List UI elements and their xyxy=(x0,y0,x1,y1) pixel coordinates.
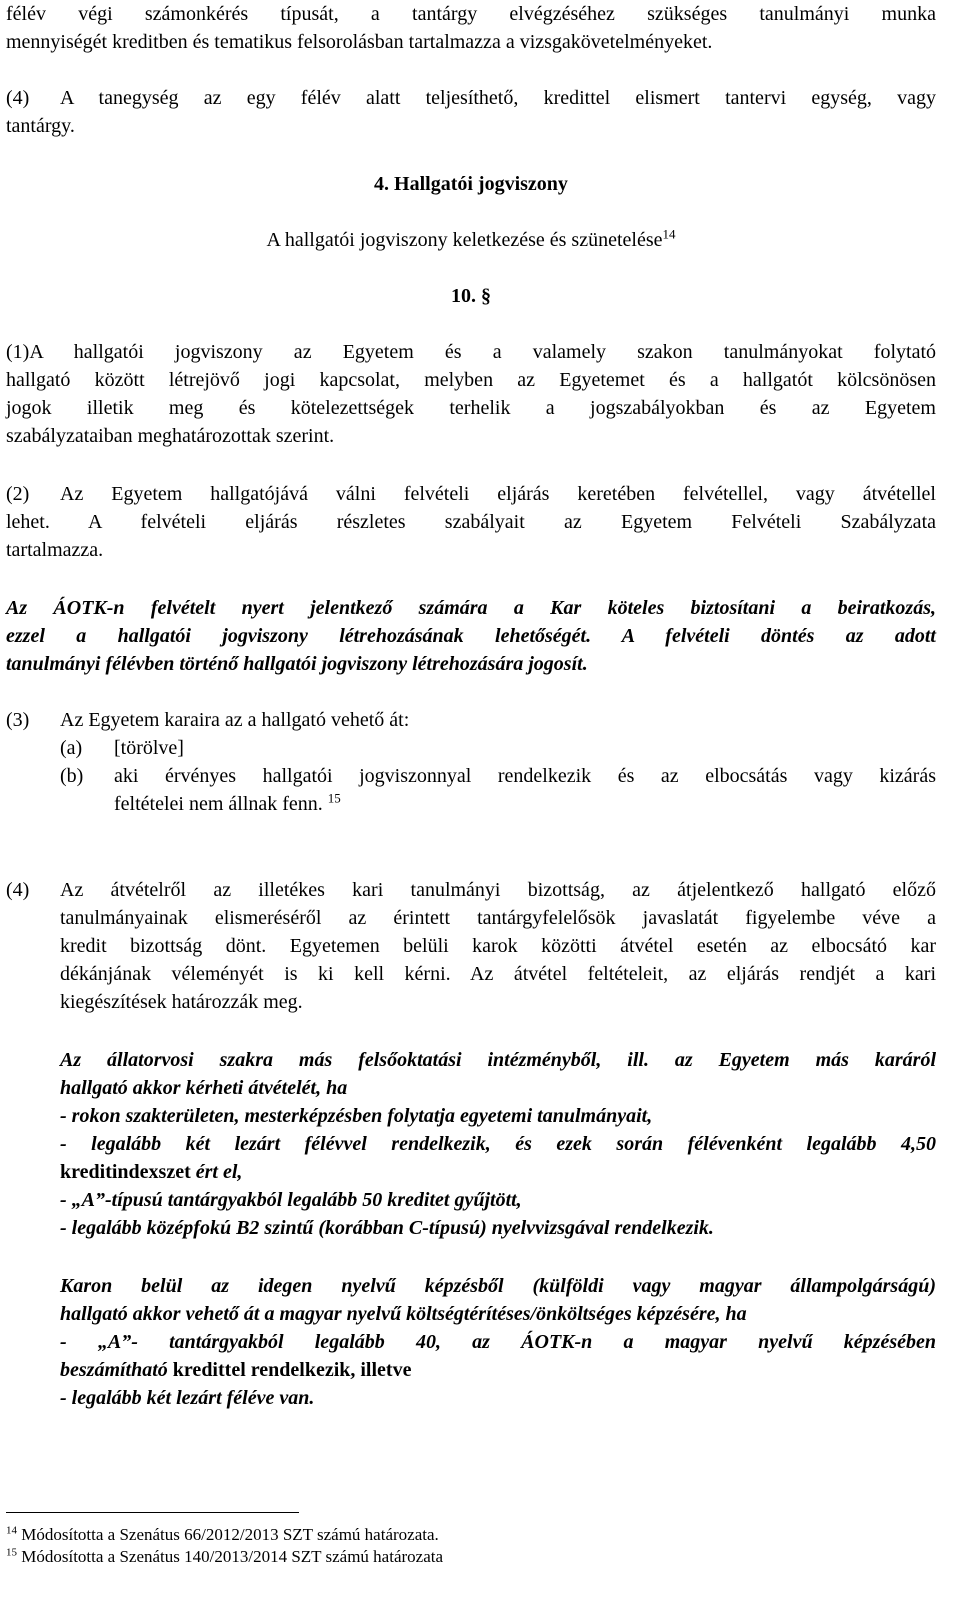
paragraph-number: (1) xyxy=(6,341,30,363)
footnote-separator xyxy=(6,1512,299,1513)
text-line: ezzel a hallgatói jogviszony létrehozásának lehetőségét. A felvételi döntés az adott xyxy=(6,625,936,647)
footnote-ref: 15 xyxy=(327,790,341,806)
footnote-14 xyxy=(6,1524,439,1546)
text-line: - legalább középfokú B2 szintű (korábban C-típusú) nyelvvizsgával rendelkezik. xyxy=(60,1217,714,1239)
paragraph-mark: 10. § xyxy=(451,285,491,307)
text-line: kiegészítések határozzák meg. xyxy=(60,991,303,1013)
text-segment: Az Egyetem hallgatójává válni felvételi eljárás keretében felvétellel, vagy átvétellel xyxy=(60,483,936,505)
footnote-text: Módosította a Szenátus 140/2013/2014 SZT számú határozata xyxy=(21,1547,444,1566)
text-line: - legalább két lezárt féléve van. xyxy=(60,1387,315,1409)
text-line xyxy=(6,876,936,904)
intro-continuation xyxy=(6,0,936,56)
text-line: mennyiségét kreditben és tematikus felsorolásban tartalmazza a vizsgakövetelményeket. xyxy=(6,31,713,53)
item-text: aki érvényes hallgatói jogviszonnyal rendelkezik és az elbocsátás vagy kizárás xyxy=(114,765,936,787)
text-segment: beszámítható xyxy=(60,1359,168,1381)
amendment-paragraph-2 xyxy=(6,594,936,678)
paragraph-number: (4) xyxy=(6,87,30,109)
text-line: lehet. A felvételi eljárás részletes szabályait az Egyetem Felvételi Szabályzata xyxy=(6,511,936,533)
section-subtitle xyxy=(6,226,936,254)
paragraph-4-previous xyxy=(6,84,936,140)
text-line: tantárgy. xyxy=(6,115,75,137)
paragraph-1 xyxy=(6,338,936,450)
paragraph-number: (2) xyxy=(6,483,30,505)
text-line: - rokon szakterületen, mesterképzésben folytatja egyetemi tanulmányait, xyxy=(60,1105,653,1127)
text-line: tartalmazza. xyxy=(6,539,104,561)
text-line xyxy=(60,1158,936,1186)
text-segment: A hallgatói jogviszony az Egyetem és a valamely szakon tanulmányokat folytató xyxy=(29,341,936,363)
text-line xyxy=(6,790,936,818)
text-line xyxy=(60,1356,936,1384)
footnote-15 xyxy=(6,1546,443,1568)
text-line: Az ÁOTK-n felvételt nyert jelentkező számára a Kar köteles biztosítani a beiratkozás, xyxy=(6,597,936,619)
text-line: dékánjának véleményét is ki kell kérni. Az átvétel feltételeit, az eljárás rendjét a kari xyxy=(60,963,936,985)
text-line: - legalább két lezárt félévvel rendelkezik, és ezek során félévenként legalább 4,50 xyxy=(60,1133,936,1155)
paragraph-number: (4) xyxy=(6,879,30,901)
text-segment: A tanegység az egy félév alatt teljesíthető, kredittel elismert tantervi egység, vagy xyxy=(60,87,936,109)
text-line: tanulmányi félévben történő hallgatói jogviszony létrehozására jogosít. xyxy=(6,653,588,675)
amendment-paragraph-4b xyxy=(60,1272,936,1412)
item-text: feltételei nem állnak fenn. xyxy=(114,793,323,815)
text-segment: kredittel rendelkezik, illetve xyxy=(167,1359,412,1381)
paragraph-number: (3) xyxy=(6,709,30,731)
text-line: jogok illetik meg és kötelezettségek terhelik a jogszabályokban és az Egyetem xyxy=(6,397,936,419)
text-line: kredit bizottság dönt. Egyetemen belüli karok közötti átvétel esetén az elbocsátó kar xyxy=(60,935,936,957)
footnote-text: Módosította a Szenátus 66/2012/2013 SZT számú határozata. xyxy=(21,1525,439,1544)
footnote-number: 14 xyxy=(6,1524,17,1537)
text-segment: ért el, xyxy=(190,1161,243,1183)
text-segment: Az átvételről az illetékes kari tanulmányi bizottság, az átjelentkező hallgató előző xyxy=(60,879,936,901)
text-line: hallgató között létrejövő jogi kapcsolat, melyben az Egyetemet és a hallgatót kölcsönösen xyxy=(6,369,936,391)
text-line: - „A”-típusú tantárgyakból legalább 50 kreditet gyűjtött, xyxy=(60,1189,522,1211)
text-line: - „A”- tantárgyakból legalább 40, az ÁOTK-n a magyar nyelvű képzésében xyxy=(60,1331,936,1353)
section-title: 4. Hallgatói jogviszony xyxy=(374,173,568,195)
paragraph-4 xyxy=(6,876,936,1016)
footnote-ref: 14 xyxy=(662,226,676,242)
text-segment: Az Egyetem karaira az a hallgató vehető át: xyxy=(60,709,410,731)
item-text: [törölve] xyxy=(114,737,184,759)
text-segment: kreditindexszet xyxy=(60,1161,191,1183)
text-line xyxy=(6,706,936,734)
amendment-paragraph-4a xyxy=(60,1046,936,1242)
text-line: hallgató akkor kérheti átvételét, ha xyxy=(60,1077,348,1099)
text-line: Az állatorvosi szakra más felsőoktatási intézményből, ill. az Egyetem más karáról xyxy=(60,1049,936,1071)
item-label: (a) xyxy=(60,737,83,759)
list-item-b xyxy=(6,762,936,790)
text-line xyxy=(6,84,936,112)
paragraph-3 xyxy=(6,706,936,818)
text-line xyxy=(6,480,936,508)
text-line: Karon belül az idegen nyelvű képzésből (külföldi vagy magyar állampolgárságú) xyxy=(60,1275,936,1297)
item-label: (b) xyxy=(60,765,84,787)
text-line: hallgató akkor vehető át a magyar nyelvű költségtérítéses/önköltséges képzésére, ha xyxy=(60,1303,747,1325)
text-line: tanulmányainak elismeréséről az érintett tantárgyfelelősök javaslatát figyelembe véve a xyxy=(60,907,936,929)
list-item-a xyxy=(6,734,936,762)
text-line xyxy=(6,338,936,366)
subtitle-text: A hallgatói jogviszony keletkezése és szünetelése xyxy=(266,229,663,251)
footnote-number: 15 xyxy=(6,1546,17,1559)
text-line: szabályzataiban meghatározottak szerint. xyxy=(6,425,335,447)
text-line: félév végi számonkérés típusát, a tantárgy elvégzéséhez szükséges tanulmányi munka xyxy=(6,3,936,25)
paragraph-2 xyxy=(6,480,936,564)
